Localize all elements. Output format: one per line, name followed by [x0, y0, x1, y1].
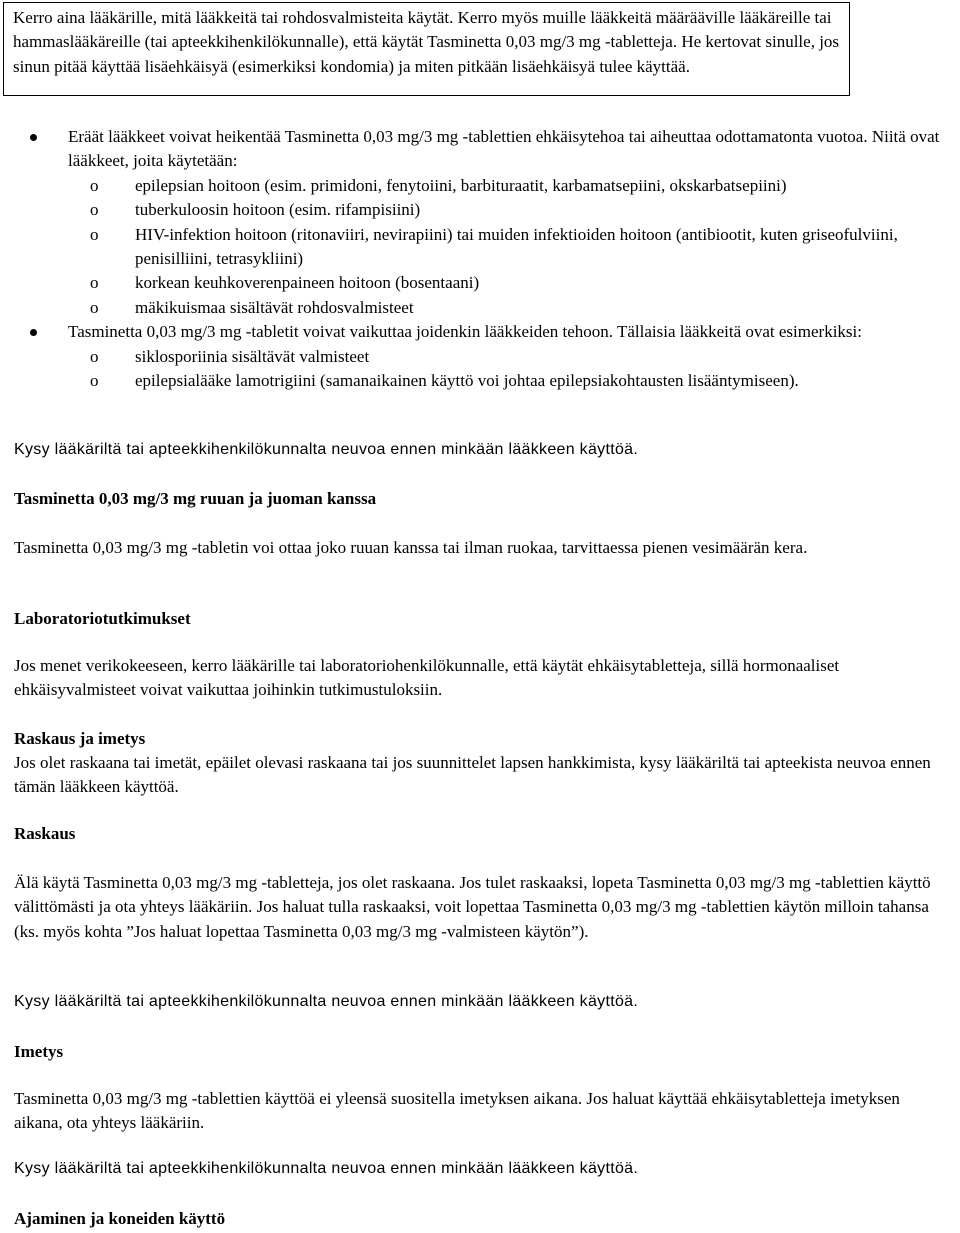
section-heading-lab: Laboratoriotutkimukset [14, 609, 191, 628]
advice-text: Kysy lääkäriltä tai apteekkihenkilökunnalta neuvoa ennen minkään lääkkeen käyttöä. [14, 1160, 639, 1177]
section-text-pregnancy-breastfeeding: Jos olet raskaana tai imetät, epäilet olevasi raskaana tai jos suunnittelet lapsen hankkimista, kysy lääkäriltä tai apteekista neuvoa ennen tämän lääkkeen käyttöä. [14, 753, 931, 797]
sub-item: o mäkikuismaa sisältävät rohdosvalmisteet [0, 296, 960, 320]
circle-marker-icon: o [90, 346, 99, 366]
bullet-item [0, 320, 960, 344]
section-heading-driving: Ajaminen ja koneiden käyttö [14, 1209, 226, 1228]
bullet-icon [30, 329, 37, 336]
bullet-item [0, 125, 960, 174]
sub-item: o epilepsialääke lamotrigiini (samanaikainen käyttö voi johtaa epilepsiakohtausten lisääntymiseen). [0, 369, 960, 393]
section-text-food: Tasminetta 0,03 mg/3 mg -tabletin voi ottaa joko ruuan kanssa tai ilman ruokaa, tarvittaessa pienen vesimäärän kera. [14, 538, 808, 557]
section-text-pregnancy: Älä käytä Tasminetta 0,03 mg/3 mg -tabletteja, jos olet raskaana. Jos tulet raskaaksi, lopeta Tasminetta 0,03 mg/3 mg -tablettien käyttö välittömästi ja ota yhteys lääkäriin. Jos haluat tulla raskaaksi, voit lopettaa Tasminetta 0,03 mg/3 mg -tablettien käytön milloin tahansa (ks. myös kohta ”Jos haluat lopettaa Tasminetta 0,03 mg/3 mg -valmisteen käytön”). [14, 873, 931, 941]
sub-item: o epilepsian hoitoon (esim. primidoni, fenytoiini, barbituraatit, karbamatsepiini, okskarbatsepiini) [0, 174, 960, 198]
section-text-lab: Jos menet verikokeeseen, kerro lääkärille tai laboratoriohenkilökunnalle, että käytät ehkäisytabletteja, sillä hormonaaliset ehkäisyvalmisteet voivat vaikuttaa joihinkin tutkimustuloksiin. [14, 656, 840, 700]
advice-text: Kysy lääkäriltä tai apteekkihenkilökunnalta neuvoa ennen minkään lääkkeen käyttöä. [14, 441, 639, 458]
advice-text: Kysy lääkäriltä tai apteekkihenkilökunnalta neuvoa ennen minkään lääkkeen käyttöä. [14, 993, 639, 1010]
sub-item: o tuberkuloosin hoitoon (esim. rifampisiini) [0, 198, 960, 222]
circle-marker-icon: o [90, 273, 99, 293]
notice-text: Kerro aina lääkärille, mitä lääkkeitä tai rohdosvalmisteita käytät. Kerro myös muille lääkkeitä määrääville lääkäreille tai hammaslääkäreille (tai apteekkihenkilökunnalle), että käytät Tasminetta 0,03 mg/3 mg -tabletteja. He kertovat sinulle, jos sinun pitää käyttää lisäehkäisyä (esimerkiksi kondomia) ja miten pitkään lisäehkäisyä tulee käyttää. [13, 8, 840, 76]
interaction-list [0, 125, 960, 393]
bullet-text: Tasminetta 0,03 mg/3 mg -tabletit voivat vaikuttaa joidenkin lääkkeiden tehoon. Tällaisia lääkkeitä ovat esimerkiksi: [68, 322, 862, 342]
section-heading-pregnancy: Raskaus [14, 824, 76, 843]
bullet-text: Eräät lääkkeet voivat heikentää Tasminetta 0,03 mg/3 mg -tablettien ehkäisytehoa tai aiheuttaa odottamatonta vuotoa. Niitä ovat lääkkeet, joita käytetään: [68, 127, 940, 171]
bullet-icon [30, 134, 37, 141]
circle-marker-icon: o [90, 175, 99, 195]
sub-item: o korkean keuhkoverenpaineen hoitoon (bosentaani) [0, 271, 960, 295]
circle-marker-icon: o [90, 200, 99, 220]
section-heading-pregnancy-breastfeeding: Raskaus ja imetys [14, 729, 146, 748]
circle-marker-icon: o [90, 297, 99, 317]
section-text-breastfeeding: Tasminetta 0,03 mg/3 mg -tablettien käyttöä ei yleensä suositella imetyksen aikana. Jos haluat käyttää ehkäisytabletteja imetyksen aikana, ota yhteys lääkäriin. [14, 1089, 900, 1133]
section-heading-food: Tasminetta 0,03 mg/3 mg ruuan ja juoman kanssa [14, 489, 377, 508]
section-heading-breastfeeding: Imetys [14, 1042, 64, 1061]
sub-item: o HIV-infektion hoitoon (ritonaviiri, nevirapiini) tai muiden infektioiden hoitoon (antibiootit, kuten griseofulviini, penisilliini, tetrasykliini) [90, 224, 898, 269]
circle-marker-icon: o [90, 224, 99, 244]
sub-item: o siklosporiinia sisältävät valmisteet [0, 345, 960, 369]
circle-marker-icon: o [90, 371, 99, 391]
notice-box [3, 2, 850, 96]
